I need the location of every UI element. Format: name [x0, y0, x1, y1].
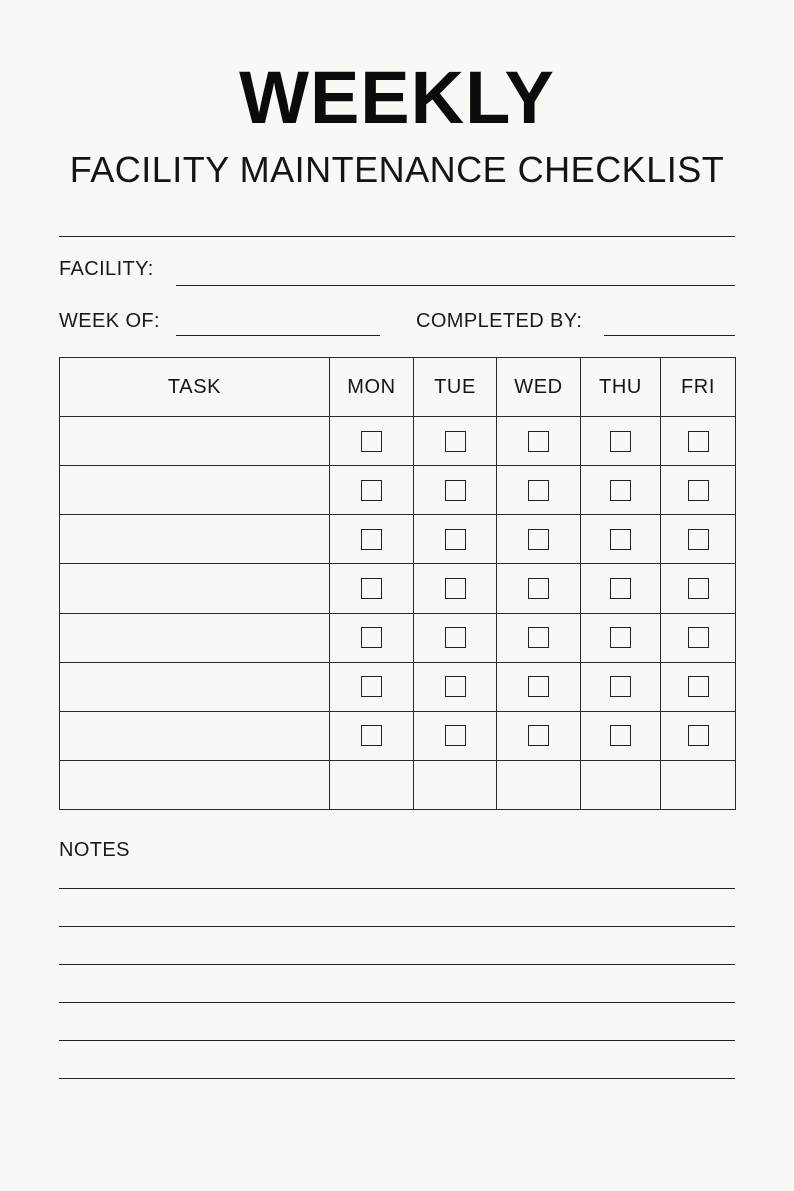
day-cell	[581, 711, 661, 760]
completed-by-label: COMPLETED BY:	[416, 310, 583, 332]
checkbox-wed[interactable]	[528, 578, 549, 599]
checklist-table	[59, 357, 736, 810]
checkbox-tue[interactable]	[445, 676, 466, 697]
task-cell[interactable]	[60, 711, 330, 760]
day-cell	[581, 466, 661, 515]
table-row	[60, 711, 736, 760]
checkbox-mon[interactable]	[361, 725, 382, 746]
column-header-thu: THU	[581, 358, 661, 417]
page-subtitle: FACILITY MAINTENANCE CHECKLIST	[69, 149, 725, 190]
page-title: WEEKLY	[239, 56, 555, 139]
notes-line[interactable]	[59, 926, 735, 927]
task-cell[interactable]	[60, 466, 330, 515]
table-row-blank	[60, 760, 736, 809]
table-row	[60, 466, 736, 515]
notes-line[interactable]	[59, 1002, 735, 1003]
day-cell	[330, 662, 414, 711]
table-row	[60, 564, 736, 613]
facility-field[interactable]	[176, 285, 735, 286]
day-cell	[581, 662, 661, 711]
day-cell	[330, 515, 414, 564]
day-cell	[414, 466, 497, 515]
checkbox-wed[interactable]	[528, 676, 549, 697]
day-cell	[414, 515, 497, 564]
day-cell	[414, 613, 497, 662]
day-cell	[330, 466, 414, 515]
checkbox-tue[interactable]	[445, 725, 466, 746]
day-cell	[414, 662, 497, 711]
day-cell	[330, 711, 414, 760]
task-cell[interactable]	[60, 760, 330, 809]
checkbox-fri[interactable]	[688, 725, 709, 746]
checkbox-mon[interactable]	[361, 627, 382, 648]
day-cell	[497, 515, 581, 564]
day-cell[interactable]	[581, 760, 661, 809]
day-cell	[414, 711, 497, 760]
checkbox-wed[interactable]	[528, 431, 549, 452]
checkbox-thu[interactable]	[610, 529, 631, 550]
checkbox-tue[interactable]	[445, 578, 466, 599]
day-cell	[330, 613, 414, 662]
checkbox-fri[interactable]	[688, 480, 709, 501]
column-header-task: TASK	[60, 358, 330, 417]
day-cell	[661, 417, 736, 466]
checkbox-tue[interactable]	[445, 431, 466, 452]
facility-label: FACILITY:	[59, 258, 154, 280]
day-cell	[661, 711, 736, 760]
table-row	[60, 417, 736, 466]
day-cell	[497, 417, 581, 466]
checkbox-fri[interactable]	[688, 676, 709, 697]
checkbox-tue[interactable]	[445, 480, 466, 501]
day-cell	[330, 564, 414, 613]
day-cell	[414, 564, 497, 613]
day-cell	[581, 613, 661, 662]
checkbox-fri[interactable]	[688, 627, 709, 648]
checkbox-thu[interactable]	[610, 676, 631, 697]
table-row	[60, 515, 736, 564]
day-cell[interactable]	[330, 760, 414, 809]
task-cell[interactable]	[60, 613, 330, 662]
day-cell	[497, 564, 581, 613]
table-row	[60, 662, 736, 711]
checkbox-tue[interactable]	[445, 529, 466, 550]
notes-line[interactable]	[59, 1040, 735, 1041]
checkbox-thu[interactable]	[610, 725, 631, 746]
checkbox-mon[interactable]	[361, 480, 382, 501]
day-cell	[581, 417, 661, 466]
notes-label: NOTES	[59, 839, 130, 861]
task-cell[interactable]	[60, 515, 330, 564]
task-cell[interactable]	[60, 564, 330, 613]
checkbox-tue[interactable]	[445, 627, 466, 648]
day-cell	[581, 564, 661, 613]
day-cell	[497, 662, 581, 711]
column-header-fri: FRI	[661, 358, 736, 417]
table-row	[60, 613, 736, 662]
day-cell	[497, 711, 581, 760]
day-cell[interactable]	[661, 760, 736, 809]
day-cell	[581, 515, 661, 564]
day-cell[interactable]	[497, 760, 581, 809]
header-divider	[59, 236, 735, 237]
week-of-field[interactable]	[176, 335, 380, 336]
checkbox-fri[interactable]	[688, 431, 709, 452]
checkbox-wed[interactable]	[528, 725, 549, 746]
checkbox-thu[interactable]	[610, 431, 631, 452]
checkbox-mon[interactable]	[361, 578, 382, 599]
day-cell	[330, 417, 414, 466]
task-cell[interactable]	[60, 662, 330, 711]
week-of-label: WEEK OF:	[59, 310, 160, 332]
task-cell[interactable]	[60, 417, 330, 466]
column-header-tue: TUE	[414, 358, 497, 417]
day-cell	[414, 417, 497, 466]
checkbox-thu[interactable]	[610, 480, 631, 501]
completed-by-field[interactable]	[604, 335, 735, 336]
checkbox-fri[interactable]	[688, 529, 709, 550]
checkbox-mon[interactable]	[361, 431, 382, 452]
day-cell	[661, 613, 736, 662]
checkbox-thu[interactable]	[610, 627, 631, 648]
day-cell	[661, 662, 736, 711]
day-cell	[497, 613, 581, 662]
checkbox-mon[interactable]	[361, 676, 382, 697]
checkbox-mon[interactable]	[361, 529, 382, 550]
table-header-row	[60, 358, 736, 417]
notes-line[interactable]	[59, 1078, 735, 1079]
checkbox-wed[interactable]	[528, 529, 549, 550]
day-cell	[661, 564, 736, 613]
column-header-wed: WED	[497, 358, 581, 417]
day-cell	[661, 466, 736, 515]
checkbox-wed[interactable]	[528, 627, 549, 648]
checkbox-wed[interactable]	[528, 480, 549, 501]
notes-line[interactable]	[59, 888, 735, 889]
day-cell	[497, 466, 581, 515]
notes-line[interactable]	[59, 964, 735, 965]
column-header-mon: MON	[330, 358, 414, 417]
day-cell	[661, 515, 736, 564]
checkbox-fri[interactable]	[688, 578, 709, 599]
day-cell[interactable]	[414, 760, 497, 809]
checkbox-thu[interactable]	[610, 578, 631, 599]
